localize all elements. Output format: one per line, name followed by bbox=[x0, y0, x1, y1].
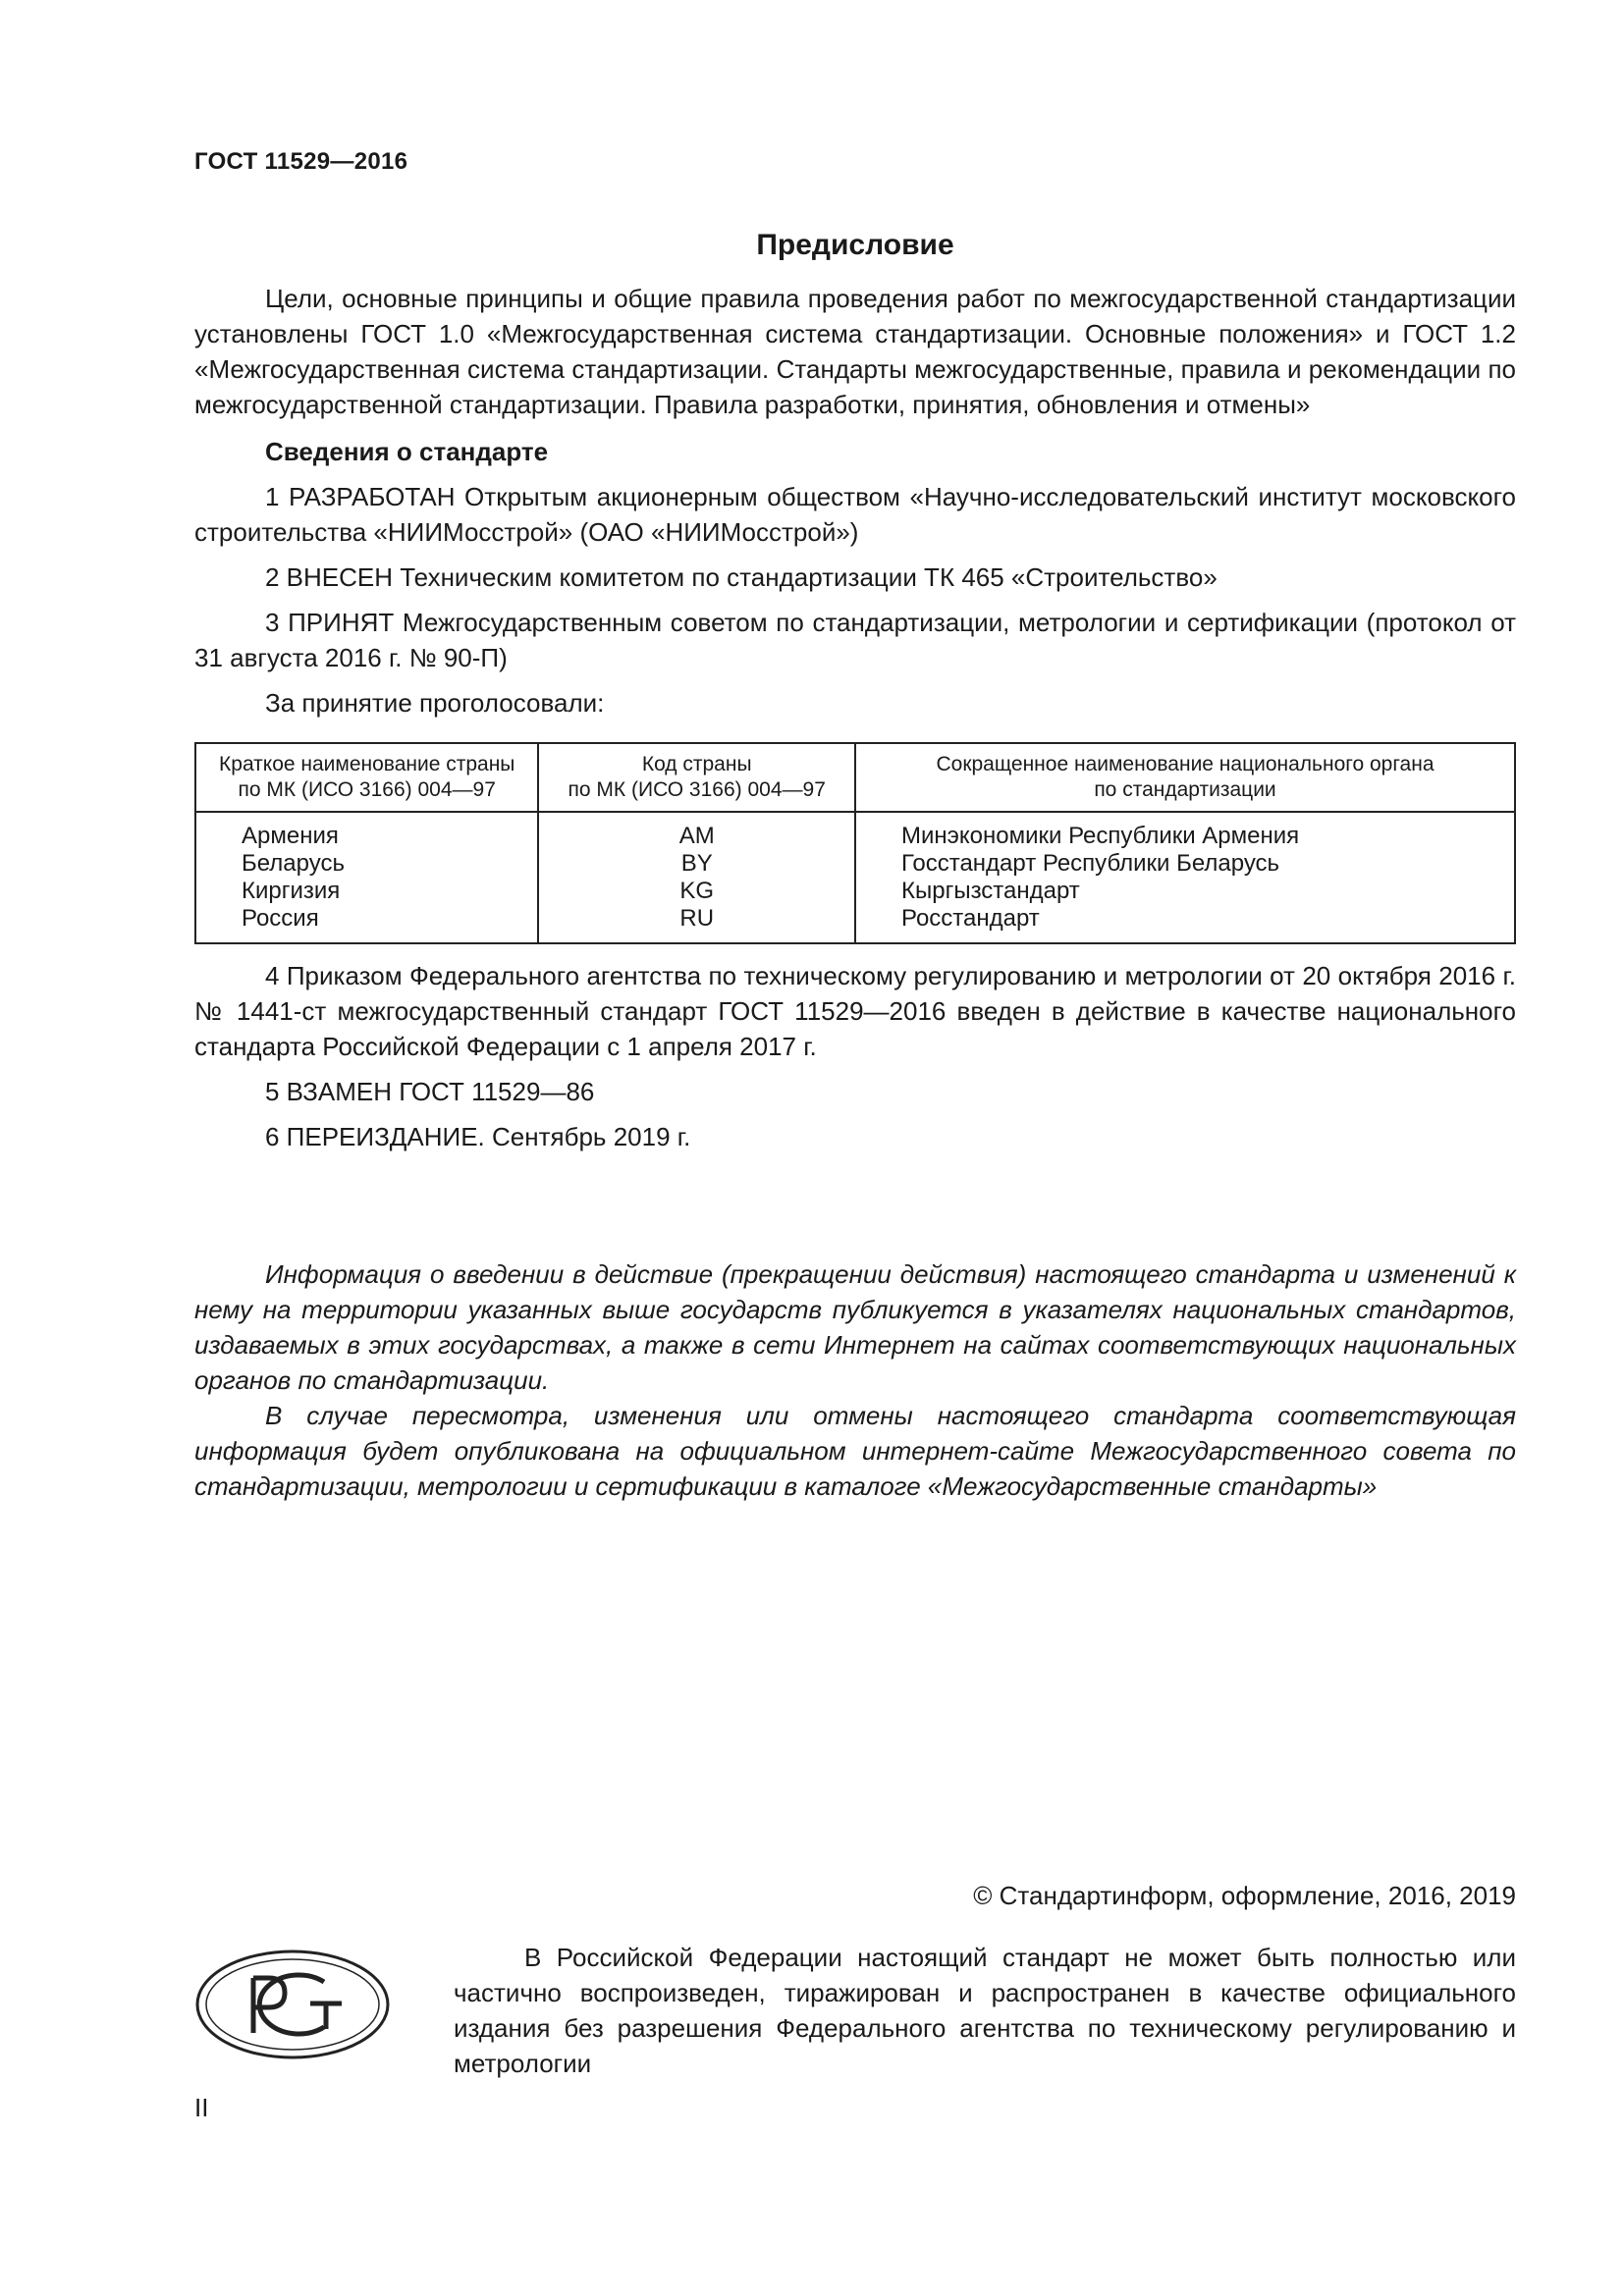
rst-logo bbox=[194, 1949, 391, 2060]
table-row bbox=[195, 878, 1515, 905]
org-cell: Росстандарт bbox=[855, 905, 1515, 943]
rights-paragraph: В Российской Федерации настоящий стандарт не может быть полностью или частично воспроизведен, тиражирован и распространен в качестве официального издания без разрешения Федерального агентства по техническому регулированию и метрологии bbox=[454, 1943, 1516, 2078]
page-title: Предисловие bbox=[756, 229, 954, 261]
country-cell: Киргизия bbox=[195, 878, 538, 905]
copyright-notice: © Стандартинформ, оформление, 2016, 2019 bbox=[973, 1881, 1516, 1910]
header-org-line1: Сокращенное наименование национального органа bbox=[936, 753, 1435, 775]
header-code-line2: по МК (ИСО 3166) 004—97 bbox=[568, 778, 826, 801]
item-4-order: 4 Приказом Федерального агентства по техническому регулированию и метрологии от 20 октября 2016 г. № 1441-ст межгосударственный стандарт ГОСТ 11529—2016 введен в действие в качестве национального стандарта Российской Федерации с 1 апреля 2017 г. bbox=[194, 961, 1516, 1061]
info-notice bbox=[194, 1256, 1516, 1504]
rst-logo-icon bbox=[194, 1949, 391, 2060]
vote-table bbox=[194, 742, 1516, 944]
country-cell: Россия bbox=[195, 905, 538, 943]
country-cell: Беларусь bbox=[195, 850, 538, 878]
code-cell: AM bbox=[538, 812, 855, 850]
item-5-replaces: 5 ВЗАМЕН ГОСТ 11529—86 bbox=[265, 1077, 595, 1106]
country-cell: Армения bbox=[195, 812, 538, 850]
table-row bbox=[195, 850, 1515, 878]
table-row bbox=[195, 812, 1515, 850]
document-page bbox=[194, 147, 1516, 1504]
header-country-line1: Краткое наименование страны bbox=[219, 753, 515, 775]
org-cell: Госстандарт Республики Беларусь bbox=[855, 850, 1515, 878]
rights-notice bbox=[454, 1940, 1516, 2081]
page-number: II bbox=[194, 2093, 209, 2122]
org-cell: Кыргызстандарт bbox=[855, 878, 1515, 905]
document-code: ГОСТ 11529—2016 bbox=[194, 148, 408, 175]
code-cell: RU bbox=[538, 905, 855, 943]
info-paragraph-1: Информация о введении в действие (прекращении действия) настоящего стандарта и изменений к нему на территории указанных выше государств публикуется в указателях национальных стандартов, издаваемых в этих государствах, а также в сети Интернет на сайтах соответствующих национальных органов по стандартизации. bbox=[194, 1259, 1516, 1395]
vote-intro: За принятие проголосовали: bbox=[265, 688, 605, 718]
code-cell: BY bbox=[538, 850, 855, 878]
header-org bbox=[855, 743, 1515, 812]
info-paragraph-2: В случае пересмотра, изменения или отмены настоящего стандарта соответствующая информация будет опубликована на официальном интернет-сайте Межгосударственного совета по стандартизации, метрологии и сертификации в каталоге «Межгосударственные стандарты» bbox=[194, 1401, 1516, 1501]
item-2-submitted: 2 ВНЕСЕН Техническим комитетом по стандартизации ТК 465 «Строительство» bbox=[265, 562, 1218, 592]
section-heading: Сведения о стандарте bbox=[265, 437, 549, 466]
header-country bbox=[195, 743, 538, 812]
item-1-developed: 1 РАЗРАБОТАН Открытым акционерным обществом «Научно-исследовательский институт московского строительства «НИИМосстрой» (ОАО «НИИМосстрой») bbox=[194, 482, 1516, 547]
header-code-line1: Код страны bbox=[641, 753, 752, 775]
item-6-reissue: 6 ПЕРЕИЗДАНИЕ. Сентябрь 2019 г. bbox=[265, 1122, 691, 1151]
item-3-adopted: 3 ПРИНЯТ Межгосударственным советом по стандартизации, метрологии и сертификации (протокол от 31 августа 2016 г. № 90-П) bbox=[194, 608, 1516, 672]
header-org-line2: по стандартизации bbox=[1094, 778, 1276, 801]
code-cell: KG bbox=[538, 878, 855, 905]
table-row bbox=[195, 905, 1515, 943]
header-country-line2: по МК (ИСО 3166) 004—97 bbox=[238, 778, 496, 801]
intro-paragraph: Цели, основные принципы и общие правила проведения работ по межгосударственной стандартизации установлены ГОСТ 1.0 «Межгосударственная система стандартизации. Основные положения» и ГОСТ 1.2 «Межгосударственная система стандартизации. Стандарты межгосударственные, правила и рекомендации по межгосударственной стандартизации. Правила разработки, принятия, обновления и отмены» bbox=[194, 284, 1516, 419]
header-code bbox=[538, 743, 855, 812]
org-cell: Минэкономики Республики Армения bbox=[855, 812, 1515, 850]
